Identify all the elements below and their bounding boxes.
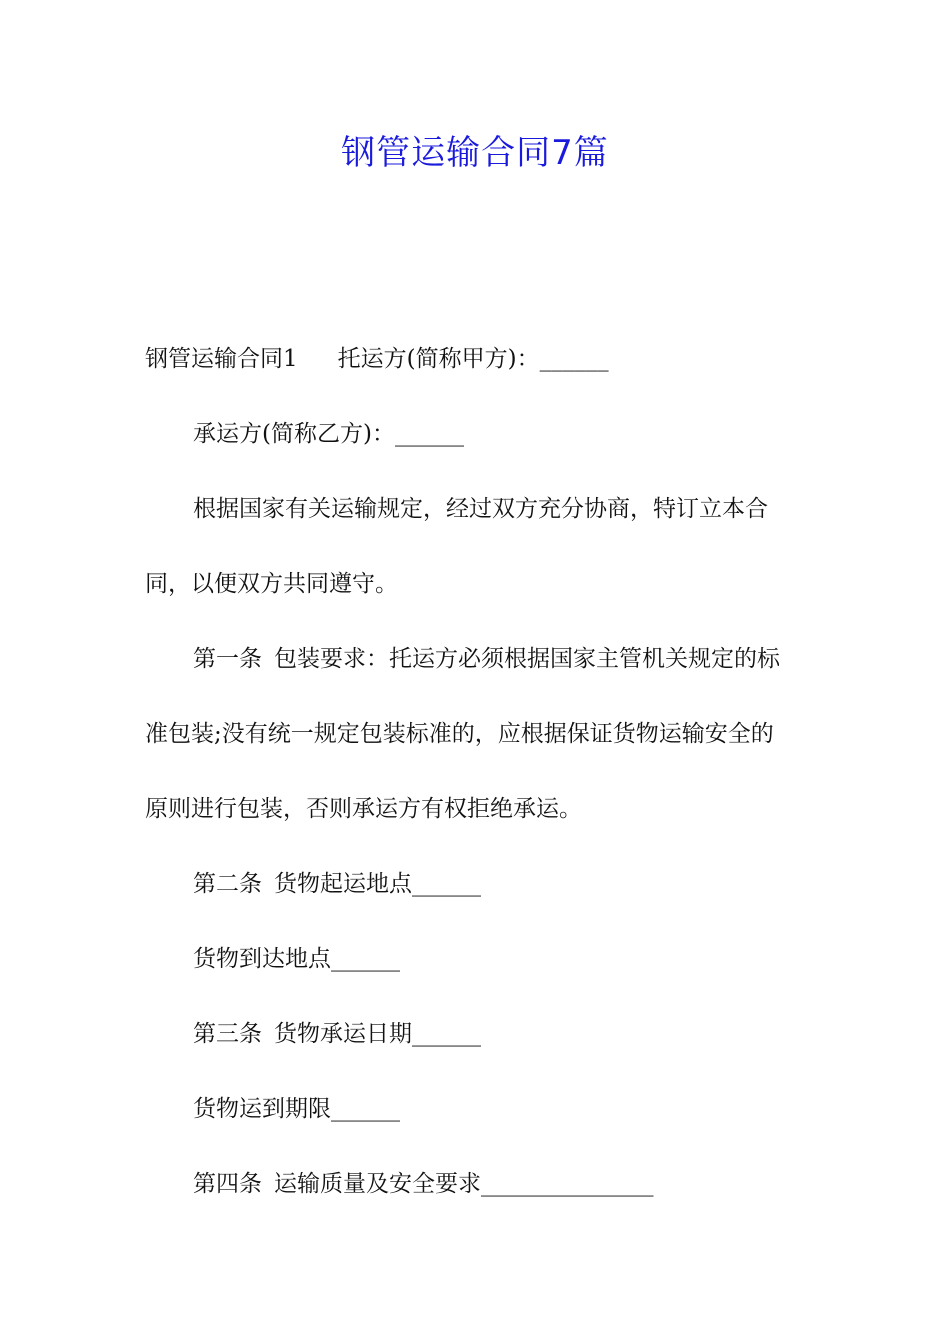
- destination-field: 货物到达地点______: [193, 946, 400, 972]
- preamble-line-1: 根据国家有关运输规定，经过双方充分协商，特订立本合: [193, 496, 768, 522]
- article-2-label: 第二条: [193, 871, 262, 897]
- article-3-label: 第三条: [193, 1021, 262, 1047]
- article-1-text: 包装要求：托运方必须根据国家主管机关规定的标: [274, 646, 780, 672]
- shipper-field: 托运方(简称甲方)：______: [337, 346, 609, 372]
- article-4-label: 第四条: [193, 1171, 262, 1197]
- ship-date-field: 货物承运日期______: [274, 1021, 481, 1047]
- origin-field: 货物起运地点______: [274, 871, 481, 897]
- contract-heading-line: [145, 343, 810, 375]
- quality-safety-field: 运输质量及安全要求_______________: [274, 1171, 654, 1197]
- article-1-line-3: 原则进行包装，否则承运方有权拒绝承运。: [145, 796, 582, 822]
- article-1-line-1: [145, 643, 858, 675]
- article-4-line-1: [145, 1168, 858, 1200]
- carrier-field: 承运方(简称乙方)：______: [193, 421, 464, 447]
- document-title: 钢管运输合同7篇: [341, 133, 609, 173]
- article-3-line-1: [145, 1018, 858, 1050]
- article-2-line-1: [145, 868, 858, 900]
- article-1-line-2: 准包装;没有统一规定包装标准的，应根据保证货物运输安全的: [145, 721, 774, 747]
- preamble-line-2: 同，以便双方共同遵守。: [145, 571, 398, 597]
- delivery-deadline-field: 货物运到期限______: [193, 1096, 400, 1122]
- contract-number-label: 钢管运输合同1: [145, 346, 298, 372]
- article-1-label: 第一条: [193, 646, 262, 672]
